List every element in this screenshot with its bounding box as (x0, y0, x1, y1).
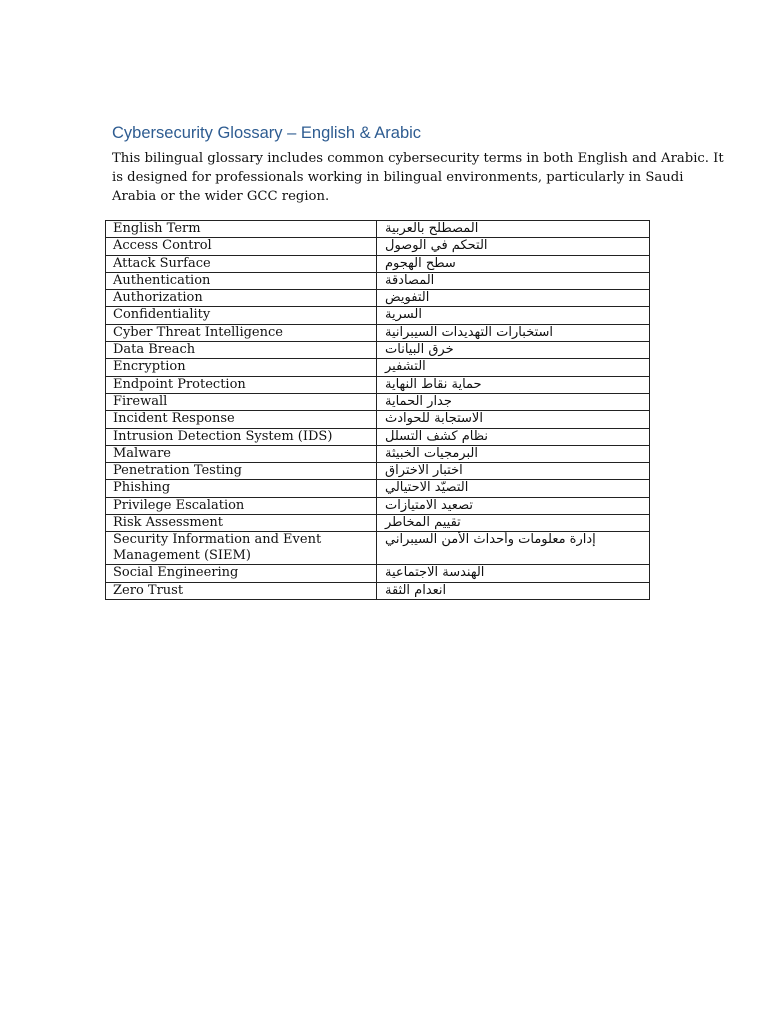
arabic-term: سطح الهجوم (385, 255, 456, 271)
english-header-cell: English Term (106, 221, 377, 238)
table-row (106, 582, 650, 599)
english-term-cell: Zero Trust (106, 582, 377, 599)
arabic-term-cell (377, 393, 650, 410)
english-term-cell: Encryption (106, 359, 377, 376)
english-term-cell: Attack Surface (106, 255, 377, 272)
english-term-cell: Firewall (106, 393, 377, 410)
table-row (106, 290, 650, 307)
arabic-term: المصطلح بالعربية (385, 221, 479, 236)
arabic-term: المصادقة (385, 272, 435, 288)
arabic-term: الهندسة الاجتماعية (385, 565, 485, 581)
table-row (106, 480, 650, 497)
intro-line: Arabia or the wider GCC region. (112, 189, 330, 204)
arabic-term-cell (377, 290, 650, 307)
arabic-term: جدار الحماية (385, 393, 452, 409)
arabic-term: التحكم في الوصول (385, 238, 488, 254)
arabic-term-cell (377, 255, 650, 272)
arabic-term-cell (377, 480, 650, 497)
english-term-cell: Cyber Threat Intelligence (106, 324, 377, 341)
table-row (106, 565, 650, 582)
arabic-header-cell (377, 221, 650, 238)
arabic-term: خرق البيانات (385, 342, 454, 358)
english-term-cell: Incident Response (106, 411, 377, 428)
arabic-term-cell (377, 497, 650, 514)
arabic-term-cell (377, 463, 650, 480)
intro-paragraph (112, 149, 724, 206)
arabic-term-cell (377, 376, 650, 393)
arabic-term: تصعيد الامتيازات (385, 497, 473, 513)
table-row (106, 324, 650, 341)
table-row (106, 238, 650, 255)
arabic-term-cell (377, 272, 650, 289)
arabic-term-cell (377, 565, 650, 582)
english-term-cell: Data Breach (106, 342, 377, 359)
intro-line: This bilingual glossary includes common cybersecurity terms in both English and Arabic. It (112, 151, 724, 166)
table-row (106, 515, 650, 532)
english-term-cell: Authentication (106, 272, 377, 289)
english-term-cell: Intrusion Detection System (IDS) (106, 428, 377, 445)
english-term-cell: Risk Assessment (106, 515, 377, 532)
arabic-term: نظام كشف التسلل (385, 428, 489, 444)
table-row (106, 359, 650, 376)
table-row (106, 307, 650, 324)
arabic-term-cell (377, 582, 650, 599)
arabic-term-cell (377, 359, 650, 376)
arabic-term-cell (377, 324, 650, 341)
table-row (106, 532, 650, 565)
table-row (106, 376, 650, 393)
table-row (106, 463, 650, 480)
arabic-term: حماية نقاط النهاية (385, 376, 482, 392)
arabic-term: السرية (385, 307, 422, 323)
english-term-cell: Endpoint Protection (106, 376, 377, 393)
arabic-term-cell (377, 238, 650, 255)
arabic-term: الاستجابة للحوادث (385, 411, 483, 427)
arabic-term: استخبارات التهديدات السيبرانية (385, 324, 554, 340)
english-term-cell: Penetration Testing (106, 463, 377, 480)
arabic-term: البرمجيات الخبيثة (385, 445, 478, 461)
table-header-row (106, 221, 650, 238)
table-row (106, 428, 650, 445)
arabic-term-cell (377, 515, 650, 532)
intro-line: is designed for professionals working in bilingual environments, particularly in Saudi (112, 170, 684, 185)
arabic-term: تقييم المخاطر (385, 515, 461, 531)
arabic-term: اختبار الاختراق (385, 463, 463, 479)
arabic-term: إدارة معلومات وأحداث الأمن السيبراني (385, 532, 596, 548)
arabic-term-cell (377, 307, 650, 324)
arabic-term: التفويض (385, 290, 430, 306)
table-row (106, 445, 650, 462)
table-row (106, 255, 650, 272)
english-term-cell: Authorization (106, 290, 377, 307)
english-term-cell: Confidentiality (106, 307, 377, 324)
table-row (106, 411, 650, 428)
english-term-cell: Security Information and Event Management (SIEM) (106, 532, 377, 565)
english-term-cell: Malware (106, 445, 377, 462)
table-row (106, 393, 650, 410)
arabic-term: التصيّد الاحتيالي (385, 480, 469, 496)
english-term-cell: Phishing (106, 480, 377, 497)
english-term-cell: Access Control (106, 238, 377, 255)
document-title: Cybersecurity Glossary – English & Arabic (112, 124, 422, 142)
arabic-term-cell (377, 532, 650, 565)
arabic-term-cell (377, 411, 650, 428)
arabic-term: التشفير (385, 359, 426, 375)
table-row (106, 497, 650, 514)
glossary-table (105, 220, 650, 600)
arabic-term: انعدام الثقة (385, 582, 447, 598)
arabic-term-cell (377, 428, 650, 445)
table-row (106, 342, 650, 359)
english-term-cell: Privilege Escalation (106, 497, 377, 514)
arabic-term-cell (377, 445, 650, 462)
arabic-term-cell (377, 342, 650, 359)
table-row (106, 272, 650, 289)
english-term-cell: Social Engineering (106, 565, 377, 582)
